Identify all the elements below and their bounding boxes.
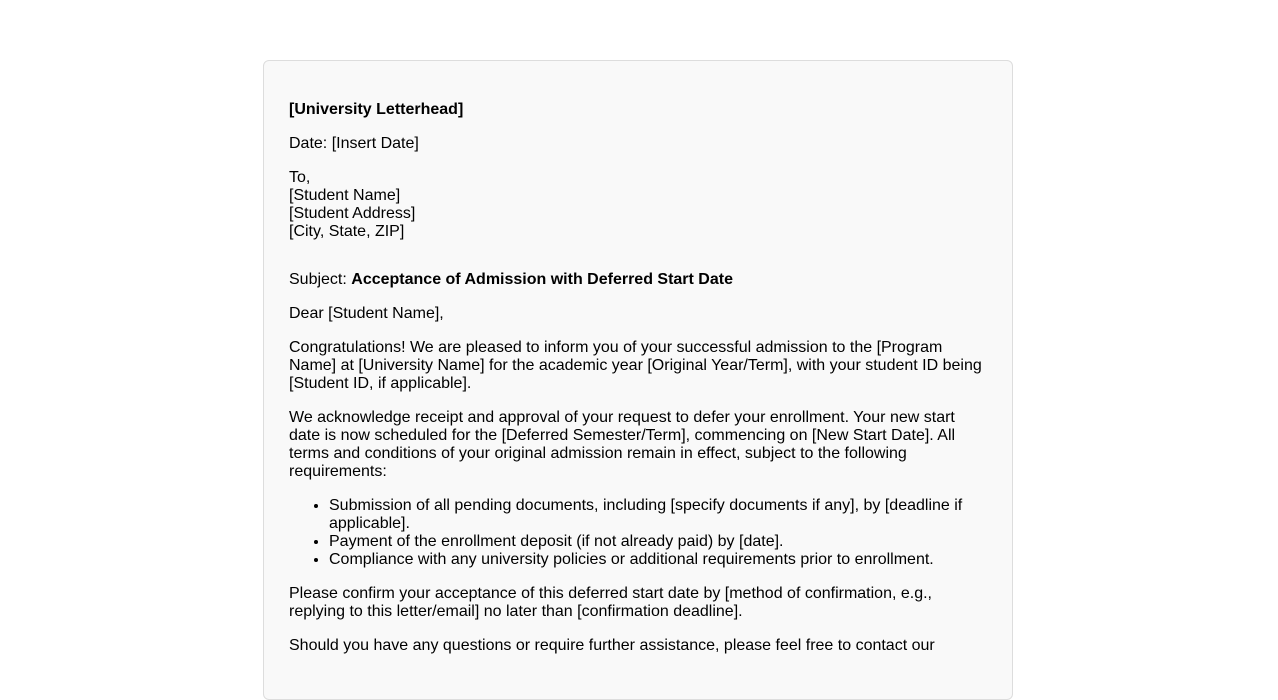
address-line: [Student Name] <box>289 187 401 204</box>
paragraph: Please confirm your acceptance of this deferred start date by [method of confirmation, e.g., replying to this letter/email] no later than [confirmation deadline]. <box>289 585 932 620</box>
list-item: • Compliance with any university policies or additional requirements prior to enrollment. <box>329 551 987 569</box>
salutation: Dear [Student Name], <box>289 305 444 322</box>
list-item: • Submission of all pending documents, including [specify documents if any], by [deadline if applicable]. <box>329 497 987 533</box>
letterhead: [University Letterhead] <box>289 101 464 118</box>
letter-page <box>263 60 1013 700</box>
subject-line <box>289 271 987 289</box>
paragraph: Should you have any questions or require further assistance, please feel free to contact our <box>289 637 935 654</box>
paragraph: We acknowledge receipt and approval of your request to defer your enrollment. Your new start date is now scheduled for the [Deferred Semester/Term], commencing on [New Start Date]. All terms and conditions of your original admission remain in effect, subject to the following requirements: <box>289 409 956 480</box>
requirements-list <box>289 497 987 569</box>
list-item: • Payment of the enrollment deposit (if not already paid) by [date]. <box>329 533 987 551</box>
letter-date: Date: [Insert Date] <box>289 135 419 152</box>
recipient-address <box>289 169 987 241</box>
paragraph: Congratulations! We are pleased to inform you of your successful admission to the [Program Name] at [University Name] for the academic year [Original Year/Term], with your student ID being [Student ID, if applicable]. <box>289 339 982 392</box>
subject-text: Acceptance of Admission with Deferred Start Date <box>351 271 733 288</box>
address-line: [City, State, ZIP] <box>289 223 405 240</box>
address-line: To, <box>289 169 311 186</box>
address-line: [Student Address] <box>289 205 416 222</box>
subject-prefix: Subject: <box>289 271 352 288</box>
